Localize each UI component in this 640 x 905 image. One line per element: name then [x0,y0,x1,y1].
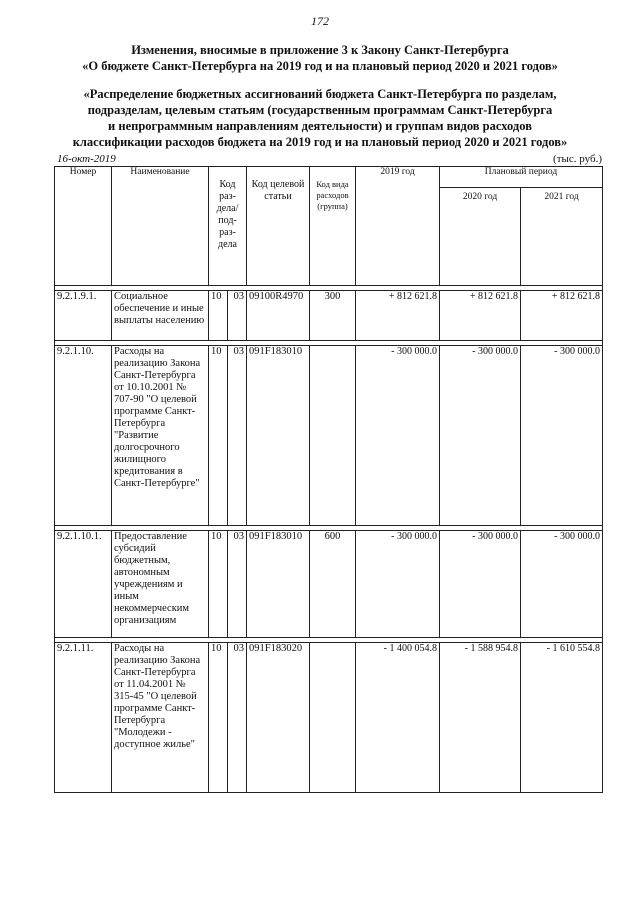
table-body [55,286,603,793]
document-date: 16-окт-2019 [57,153,116,165]
row-podrazdel: 03 [228,346,247,526]
row-expense-type [310,643,356,793]
row-amount-2021: - 300 000.0 [521,346,603,526]
budget-table [54,166,603,793]
row-number: 9.2.1.9.1. [55,291,112,341]
row-number: 9.2.1.11. [55,643,112,793]
row-expense-type [310,346,356,526]
row-amount-2019: - 1 400 054.8 [356,643,440,793]
row-amount-2021: - 1 610 554.8 [521,643,603,793]
row-podrazdel: 03 [228,291,247,341]
row-razdel: 10 [209,291,228,341]
units-label: (тыс. руб.) [553,153,602,165]
table-row [55,291,603,341]
row-target-code: 091F183010 [247,531,310,638]
row-target-code: 091F183020 [247,643,310,793]
row-podrazdel: 03 [228,531,247,638]
row-target-code: 091F183010 [247,346,310,526]
table-row [55,643,603,793]
row-razdel: 10 [209,531,228,638]
row-amount-2020: - 300 000.0 [440,346,521,526]
heading-line: «О бюджете Санкт-Петербурга на 2019 год и на плановый период 2020 и 2021 годов» [82,59,558,73]
subheading-line: и непрограммным направлениям деятельности) и группам видов расходов [108,119,532,133]
col-name-header: Наименование [112,167,209,286]
row-amount-2021: - 300 000.0 [521,531,603,638]
col-expense-type-header: Код вида расходов (группа) [310,167,356,286]
row-name: Расходы на реализацию Закона Санкт-Петербурга от 10.10.2001 № 707-90 "О целевой программе Санкт-Петербурга "Развитие долгосрочного жилищного кредитования в Санкт-Петербурге" [112,346,209,526]
document-heading [0,42,640,74]
row-amount-2019: - 300 000.0 [356,346,440,526]
row-amount-2019: - 300 000.0 [356,531,440,638]
row-amount-2019: + 812 621.8 [356,291,440,341]
col-2019-header: 2019 год [356,167,440,286]
col-number-header: Номер [55,167,112,286]
subheading-line: «Распределение бюджетных ассигнований бюджета Санкт-Петербурга по разделам, [83,87,557,101]
row-amount-2020: - 300 000.0 [440,531,521,638]
heading-line: Изменения, вносимые в приложение 3 к Закону Санкт-Петербурга [131,43,509,57]
row-name: Расходы на реализацию Закона Санкт-Петербурга от 11.04.2001 № 315-45 "О целевой программе Санкт-Петербурга "Молодежи - доступное жилье" [112,643,209,793]
table-heading [0,86,640,150]
col-section-header: Код раз- дела/ под- раз- дела [209,167,247,286]
row-amount-2020: - 1 588 954.8 [440,643,521,793]
planned-period-header: Плановый период [440,167,603,188]
row-expense-type: 600 [310,531,356,638]
col-2020-header: 2020 год [440,188,521,286]
row-number: 9.2.1.10. [55,346,112,526]
col-2021-header: 2021 год [521,188,603,286]
table-header [55,167,603,286]
row-amount-2020: + 812 621.8 [440,291,521,341]
col-target-header: Код целевой статьи [247,167,310,286]
row-podrazdel: 03 [228,643,247,793]
row-expense-type: 300 [310,291,356,341]
row-target-code: 09100R4970 [247,291,310,341]
row-number: 9.2.1.10.1. [55,531,112,638]
subheading-line: классификации расходов бюджета на 2019 год и на плановый период 2020 и 2021 годов» [72,135,568,149]
table-row [55,531,603,638]
page-number: 172 [311,14,329,28]
row-name: Предоставление субсидий бюджетным, автономным учреждениям и иным некоммерческим организациям [112,531,209,638]
row-razdel: 10 [209,346,228,526]
table-row [55,346,603,526]
row-name: Социальное обеспечение и иные выплаты населению [112,291,209,341]
row-amount-2021: + 812 621.8 [521,291,603,341]
row-razdel: 10 [209,643,228,793]
subheading-line: подразделам, целевым статьям (государственным программам Санкт-Петербурга [87,103,553,117]
